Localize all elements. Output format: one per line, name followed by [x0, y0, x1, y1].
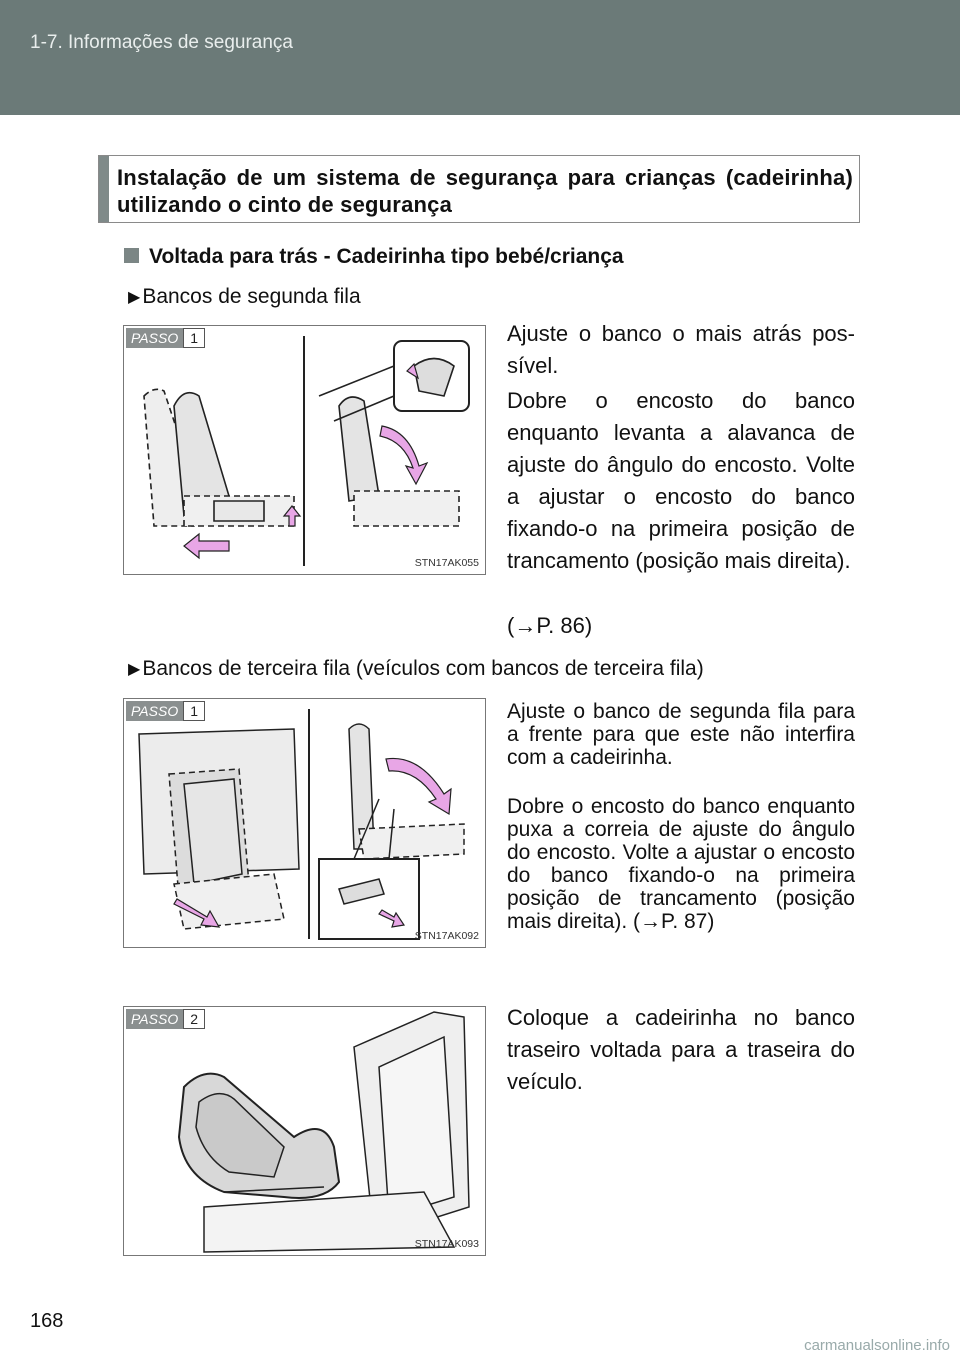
step-badge-number: 2	[183, 1009, 205, 1029]
paragraph-step1-third-a: Ajuste o banco de segunda fila para a frente para que este não interfira com a cadeirinha.	[507, 700, 855, 769]
figure-step1-second-row	[123, 325, 486, 575]
paragraph-step1-ref: (→P. 86)	[507, 613, 593, 638]
page-number: 168	[30, 1310, 64, 1332]
step-badge-number: 1	[183, 328, 205, 348]
list-item-third-row	[128, 657, 704, 681]
figure-code: STN17AK092	[414, 930, 479, 942]
step-badge	[126, 701, 205, 721]
title-box	[98, 155, 860, 223]
header-band	[0, 0, 960, 115]
page-title: Instalação de um sistema de segurança para crianças (cadeirinha) utilizando o cinto de segurança	[117, 165, 853, 217]
watermark: carmanualsonline.info	[804, 1337, 950, 1354]
figure-code: STN17AK055	[414, 557, 479, 569]
subheading	[124, 245, 624, 269]
triangle-bullet-icon: ▶	[128, 661, 141, 678]
step-badge	[126, 1009, 205, 1029]
step-badge-word: PASSO	[126, 328, 183, 348]
seat-illustration	[124, 699, 486, 948]
list-item-second-row	[128, 285, 361, 309]
paragraph-step1-a: Ajuste o banco o mais atrás pos-sível.	[507, 321, 855, 378]
list-item-text: Bancos de segunda fila	[142, 285, 361, 308]
figure-code: STN17AK093	[414, 1238, 479, 1250]
figure-step2-child-seat	[123, 1006, 486, 1256]
step-badge-number: 1	[183, 701, 205, 721]
list-item-text: Bancos de terceira fila (veículos com bancos de terceira fila)	[142, 657, 704, 680]
title-bar-accent	[99, 156, 109, 222]
step-badge	[126, 328, 205, 348]
child-seat-illustration	[124, 1007, 486, 1256]
paragraph-step2: Coloque a cadeirinha no banco traseiro voltada para a traseira do veículo.	[507, 1005, 855, 1094]
step-badge-word: PASSO	[126, 701, 183, 721]
subheading-text: Voltada para trás - Cadeirinha tipo bebé/criança	[149, 245, 624, 268]
step-badge-word: PASSO	[126, 1009, 183, 1029]
figure-step1-third-row	[123, 698, 486, 948]
section-title: 1-7. Informações de segurança	[30, 32, 293, 53]
seat-illustration	[124, 326, 486, 575]
square-bullet-icon	[124, 248, 139, 263]
paragraph-step1-third-b: Dobre o encosto do banco enquanto puxa a correia de ajuste do ângulo do encosto. Volte a ajustar o encosto do banco fixando-o na primeira posição de trancamento (posição mais direita). (→P. 87)	[507, 795, 855, 933]
triangle-bullet-icon: ▶	[128, 289, 141, 306]
paragraph-step1-b: Dobre o encosto do banco enquanto levanta a alavanca de ajuste do ângulo do encosto. Volte a ajustar o encosto do banco fixando-o na primeira posição de trancamento (posição mais direita).	[507, 388, 855, 573]
